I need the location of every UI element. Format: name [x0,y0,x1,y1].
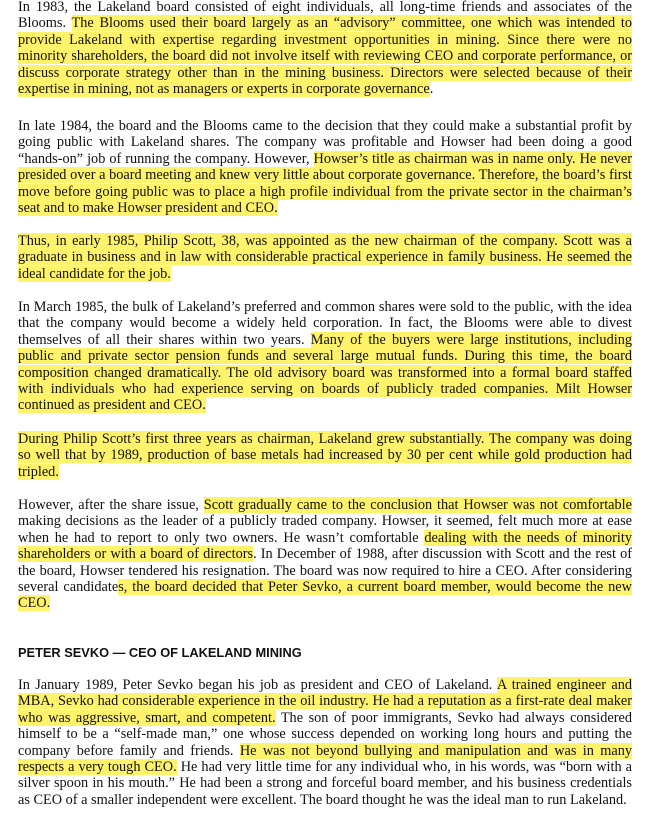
highlighted-text: A trained engineer and MBA, Sevko had considerable experience in the oil industry. He had a reputation as a first-rate deal maker who was aggressive, smart, and competent. [18,677,632,726]
text-segment: The son of poor immigrants, Sevko had always considered himself to be a “self-made man,” one whose success depended on working long hours and putting the company before family and friends. [18,709,633,759]
highlighted-text: The Blooms used their board largely as an “advisory” committee, one which was intended to provide Lakeland with expertise regarding investment opportunities in mining. Since there were no minority shareholders, the board did not involve itself with reviewing CEO and corporate performance, or discuss corporate strategy other than in the mining business. Directors were selected because of their expertise in mining, not as managers or experts in corporate governance [18,15,633,98]
highlighted-text: He was not beyond bullying and manipulation and was in many respects a very tough CEO. [18,742,632,776]
paragraph-going-public [18,118,632,216]
text-segment: . In December of 1988, after discussion with Scott and the rest of the board, Howser tendered his resignation. The board was now required to hire a CEO. After considering several candidate [18,546,632,596]
highlighted-text: Thus, in early 1985, Philip Scott, 38, was appointed as the new chairman of the company. Scott was a graduate in business and in law with considerable practical experience in family business. He seemed the ideal candidate for the job. [18,233,632,282]
highlighted-text: s, the board decided that Peter Sevko, a current board member, would become the new CEO. [18,579,632,612]
highlighted-text: Scott gradually came to the conclusion that Howser was not comfortable [203,497,632,513]
text-segment: However, after the share issue, [18,497,204,513]
paragraph-sevko-ceo [18,677,632,808]
highlighted-text: Howser’s title as chairman was in name only. He never presided over a board meeting and knew very little about corporate governance. Therefore, the board’s first move before going public was to place a high profile individual from the private sector in the chairman’s seat and to make Howser president and CEO. [18,150,632,217]
paragraph-board-1983 [18,0,632,97]
text-segment: In 1983, the Lakeland board consisted of eight individuals, all long-time friends and associates of the Blooms. [18,0,632,32]
highlighted-text: dealing with the needs of minority shareholders or with a board of directors [18,529,633,563]
text-segment: In January 1989, Peter Sevko began his job as president and CEO of Lakeland. [18,677,497,693]
text-segment: In late 1984, the board and the Blooms came to the decision that they could make a substantial profit by going public with Lakeland shares. The company was profitable and Howser had been doing a good “hands-on” job of running the company. However, [18,118,632,167]
highlighted-text: Many of the buyers were large institutions, including public and private sector pension funds and several large mutual funds. During this time, the board composition changed dramatically. The old advisory board was transformed into a formal board staffed with individuals who had experience serving on boards of publicly traded companies. Milt Howser continued as president and CEO. [18,331,632,414]
paragraph-growth [18,431,632,480]
section-heading: PETER SEVKO — CEO OF LAKELAND MINING [18,645,302,660]
paragraph-howser-resignation [18,497,632,612]
text-segment: making decisions as the leader of a publicly traded company. Howser, it seemed, felt much more at ease when he had to report to only two owners. He wasn’t comfortable [18,513,632,546]
highlighted-text: During Philip Scott’s first three years as chairman, Lakeland grew substantially. The company was doing so well that by 1989, production of base metals had increased by 30 per cent while gold production had tripled. [18,431,632,480]
text-segment: In March 1985, the bulk of Lakeland’s preferred and common shares were sold to the public, with the idea that the company would become a widely held corporation. In fact, the Blooms were able to divest themselves of all their shares within two years. [18,299,632,348]
paragraph-share-sale [18,299,632,414]
text-segment: He had very little time for any individual who, in his words, was “born with a silver spoon in his mouth.” He had been a strong and forceful board member, and his business credentials as CEO of a smaller independent were excellent. The board thought he was the ideal man to run Lakeland. [18,759,632,808]
text-segment: . [429,81,434,98]
paragraph-scott-appointed [18,233,632,282]
